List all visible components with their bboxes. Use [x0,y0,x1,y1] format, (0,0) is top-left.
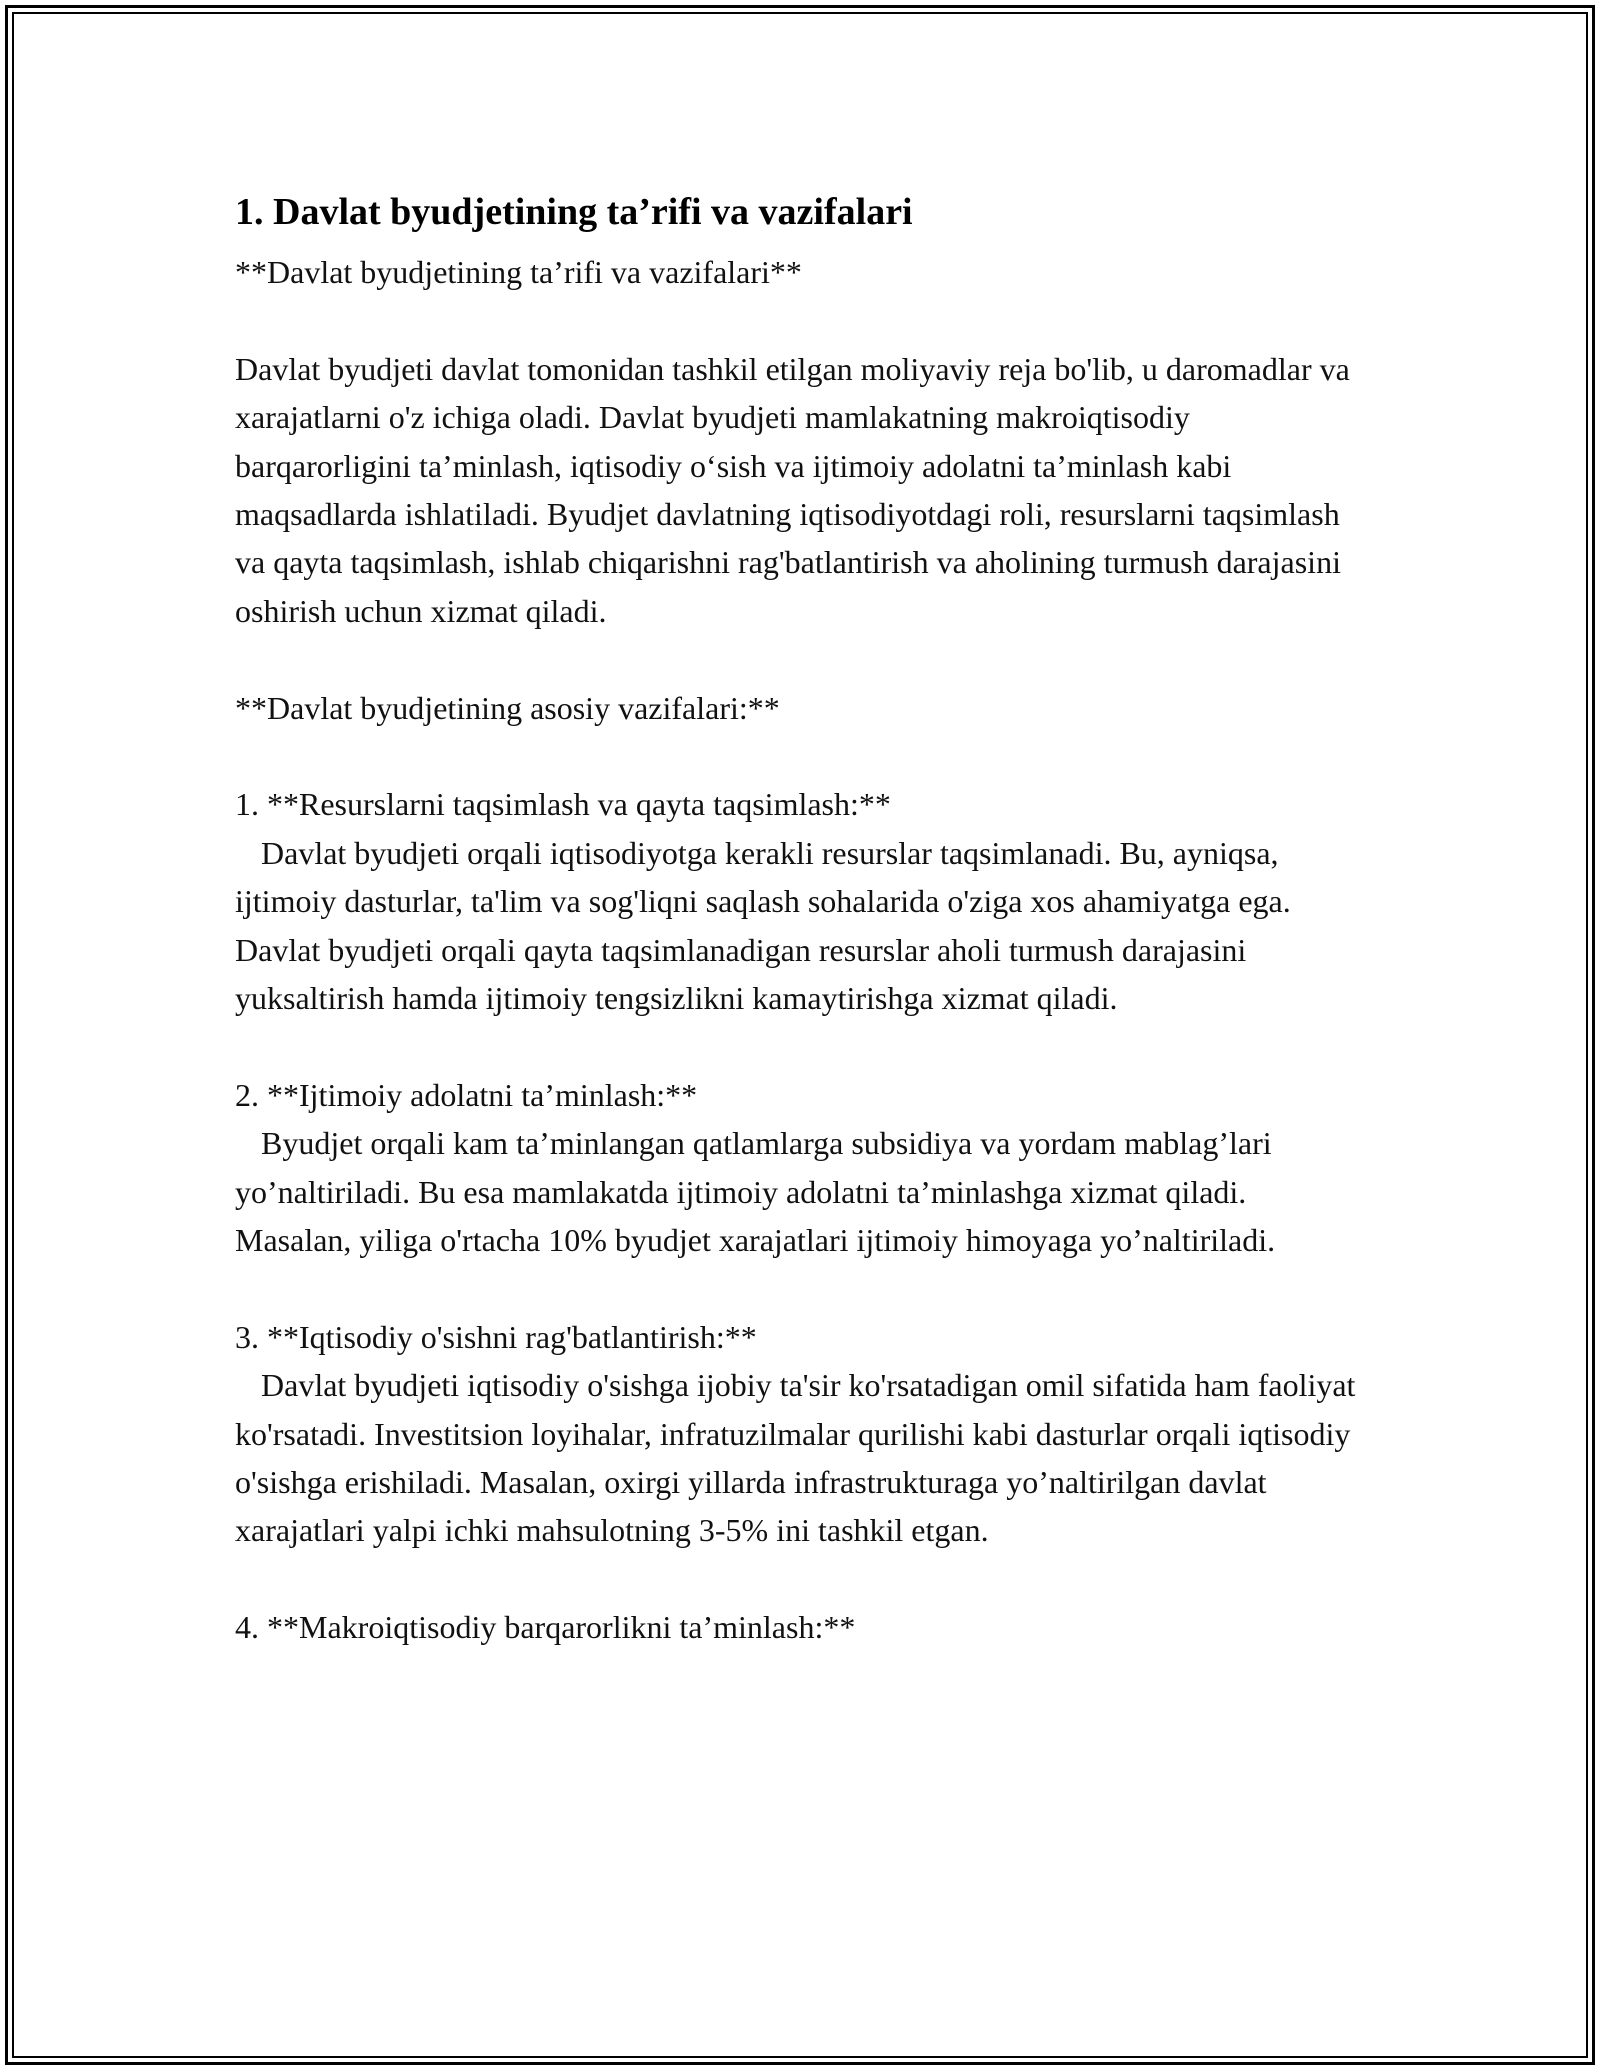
intro-paragraph: Davlat byudjeti davlat tomonidan tashkil etilgan moliyaviy reja bo'lib, u daromadlar va xarajatlarni o'z ichiga oladi. Davlat byudjeti mamlakatning makroiqtisodiy barqarorligini ta’minlash, iqtisodiy o‘sish va ijtimoiy adolatni ta’minlash kabi maqsadlarda ishlatiladi. Byudjet davlatning iqtisodiyotdagi roli, resurslarni taqsimlash va qayta taqsimlash, ishlab chiqarishni rag'batlantirish va aholining turmush darajasini oshirish uchun xizmat qiladi. [235,350,1358,629]
function-item-title: 4. **Makroiqtisodiy barqarorlikni ta’minlash:** [235,1609,856,1646]
function-item-body: Byudjet orqali kam ta’minlangan qatlamlarga subsidiya va yordam mablag’lari yo’naltiriladi. Bu esa mamlakatda ijtimoiy adolatni ta’minlashga xizmat qiladi. Masalan, yiliga o'rtacha 10% byudjet xarajatlari ijtimoiy himoyaga yo’naltiriladi. [235,1125,1280,1259]
function-item [235,1071,1365,1265]
functions-title: **Davlat byudjetining asosiy vazifalari:** [235,689,780,726]
subtitle: **Davlat byudjetining ta’rifi va vazifalari** [235,254,802,290]
function-item-title: 3. **Iqtisodiy o'sishni rag'batlantirish:** [235,1318,757,1355]
spacer [235,296,1365,344]
function-item-title: 2. **Ijtimoiy adolatni ta’minlash:** [235,1076,698,1113]
spacer [235,1555,1365,1603]
document-body [235,186,1365,1652]
function-item-body: Davlat byudjeti iqtisodiy o'sishga ijobiy ta'sir ko'rsatadigan omil sifatida ham faoliyat ko'rsatadi. Investitsion loyihalar, infratuzilmalar qurilishi kabi dasturlar orqali iqtisodiy o'sishga erishiladi. Masalan, oxirgi yillarda infrastrukturaga yo’naltirilgan davlat xarajatlari yalpi ichki mahsulotning 3-5% ini tashkil etgan. [235,1367,1364,1549]
spacer [235,1022,1365,1070]
section-heading: 1. Davlat byudjetining ta’rifi va vazifalari [235,191,913,233]
spacer [235,732,1365,780]
function-item [235,1603,1365,1651]
function-item-body: Davlat byudjeti orqali iqtisodiyotga kerakli resurslar taqsimlanadi. Bu, ayniqsa, ijtimoiy dasturlar, ta'lim va sog'liqni saqlash sohalarida o'ziga xos ahamiyatga ega. Davlat byudjeti orqali qayta taqsimlanadigan resurslar aholi turmush darajasini yuksaltirish hamda ijtimoiy tengsizlikni kamaytirishga xizmat qiladi. [235,834,1299,1017]
function-item [235,1313,1365,1555]
spacer [235,635,1365,683]
function-item [235,780,1365,1022]
function-item-title: 1. **Resurslarni taqsimlash va qayta taqsimlash:** [235,786,891,823]
spacer [235,1264,1365,1312]
